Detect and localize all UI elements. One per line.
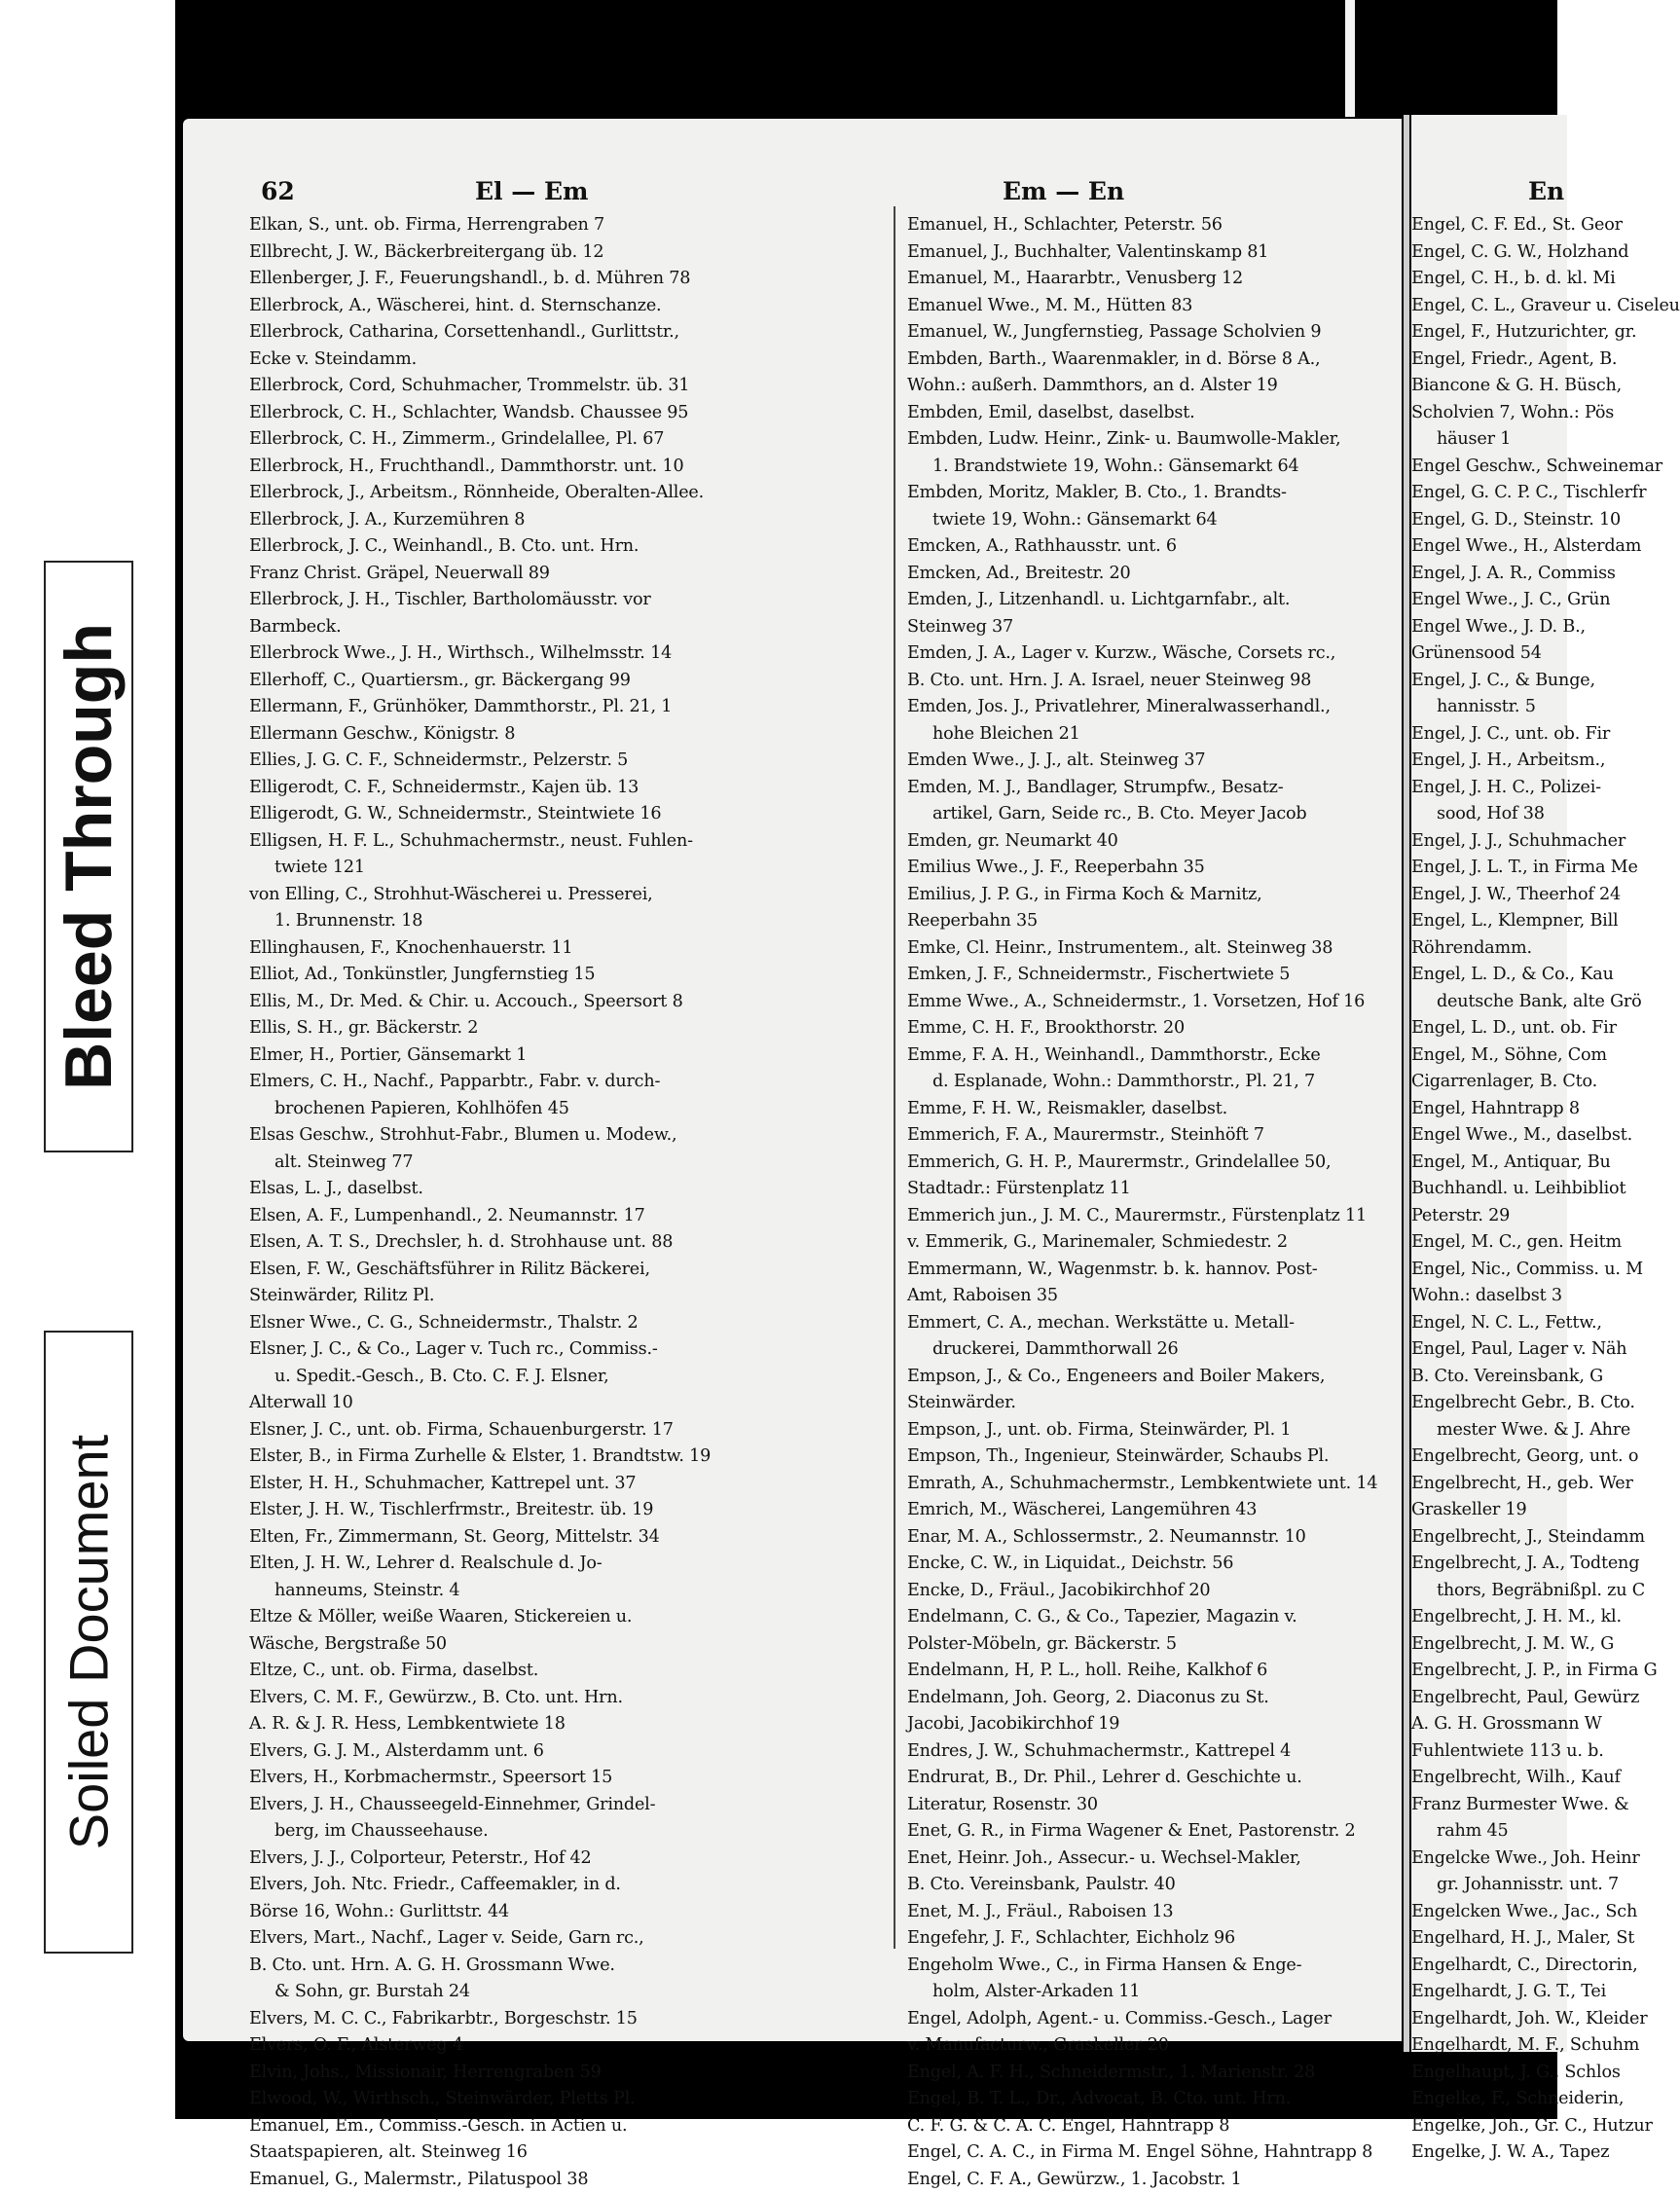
directory-entry: Börse 16, Wohn.: Gurlittstr. 44 [249,1899,892,1926]
directory-entry: Engelcken Wwe., Jac., Sch [1411,1899,1567,1926]
soiled-document-label [44,1331,133,1954]
directory-entry: häuser 1 [1411,426,1567,454]
directory-entry: 1. Brandstwiete 19, Wohn.: Gänsemarkt 64 [907,454,1394,481]
directory-entry: Engel Wwe., J. D. B., [1411,614,1567,641]
directory-entry: Elsen, A. F., Lumpenhandl., 2. Neumannstr. 17 [249,1203,892,1230]
directory-entry: Elvers, J. J., Colporteur, Peterstr., Hof 42 [249,1846,892,1873]
directory-entry: Engel, J. W., Theerhof 24 [1411,882,1567,909]
directory-entry: Embden, Moritz, Makler, B. Cto., 1. Brandts- [907,480,1394,507]
directory-entry: Engel, L., Klempner, Bill [1411,908,1567,935]
directory-entry: artikel, Garn, Seide rc., B. Cto. Meyer Jacob [907,801,1394,828]
directory-entry: Enet, Heinr. Joh., Assecur.- u. Wechsel-Makler, [907,1846,1394,1873]
directory-entry: Emilius Wwe., J. F., Reeperbahn 35 [907,855,1394,882]
directory-entry: Elster, H. H., Schuhmacher, Kattrepel unt. 37 [249,1471,892,1498]
directory-entry: Elligerodt, G. W., Schneidermstr., Steintwiete 16 [249,801,892,828]
directory-entry: Wäsche, Bergstraße 50 [249,1631,892,1659]
directory-entry: Ellerbrock Wwe., J. H., Wirthsch., Wilhelmsstr. 14 [249,640,892,668]
bleed-through-label [44,561,133,1152]
directory-entry: Endelmann, H, P. L., holl. Reihe, Kalkhof 6 [907,1658,1394,1685]
directory-entry: Elvers, O. F., Alsterweg 4 [249,2032,892,2060]
header-center: Em — En [1003,177,1124,205]
directory-entry: brochenen Papieren, Kohlhöfen 45 [249,1096,892,1123]
directory-entry: Engel, J. C., & Bunge, [1411,668,1567,695]
directory-entry: hohe Bleichen 21 [907,721,1394,749]
directory-entry: Emden, J. A., Lager v. Kurzw., Wäsche, Corsets rc., [907,640,1394,668]
soiled-document-text: Soiled Document [57,1435,121,1849]
directory-entry: Ellerbrock, C. H., Zimmerm., Grindelallee, Pl. 67 [249,426,892,454]
directory-entry: Engelbrecht, Wilh., Kauf [1411,1765,1567,1792]
directory-entry: Elkan, S., unt. ob. Firma, Herrengraben 7 [249,212,892,239]
directory-entry: Ellbrecht, J. W., Bäckerbreitergang üb. 12 [249,239,892,267]
directory-entry: Engel, C. F. A., Gewürzw., 1. Jacobstr. 1 [907,2167,1394,2193]
directory-entry: Engel, Hahntrapp 8 [1411,1096,1567,1123]
directory-entry: Literatur, Rosenstr. 30 [907,1792,1394,1819]
directory-entry: Engel, N. C. L., Fettw., [1411,1310,1567,1337]
directory-entry: Grünensood 54 [1411,640,1567,668]
directory-entry: Engelcke Wwe., Joh. Heinr [1411,1846,1567,1873]
directory-entry: B. Cto. Vereinsbank, G [1411,1364,1567,1391]
directory-entry: Emden, M. J., Bandlager, Strumpfw., Besatz- [907,775,1394,802]
column-divider [894,206,895,1949]
directory-entry: Emanuel, W., Jungfernstieg, Passage Scholvien 9 [907,319,1394,347]
directory-entry: Emcken, Ad., Breitestr. 20 [907,561,1394,588]
directory-entry: Engelhardt, Joh. W., Kleider [1411,2006,1567,2033]
directory-entry: Emmerich jun., J. M. C., Maurermstr., Fürstenplatz 11 [907,1203,1394,1230]
directory-entry: Engel, J. J., Schuhmacher [1411,828,1567,856]
directory-entry: Endelmann, Joh. Georg, 2. Diaconus zu St. [907,1685,1394,1712]
directory-entry: Ellis, M., Dr. Med. & Chir. u. Accouch., Speersort 8 [249,989,892,1016]
directory-entry: twiete 121 [249,855,892,882]
directory-entry: Engel, C. H., b. d. kl. Mi [1411,266,1567,293]
left-page [183,119,1402,2041]
directory-entry: Engel, M., Söhne, Com [1411,1042,1567,1070]
directory-entry: Ellerbrock, C. H., Schlachter, Wandsb. Chaussee 95 [249,400,892,427]
directory-entry: Empson, Th., Ingenieur, Steinwärder, Schaubs Pl. [907,1444,1394,1471]
directory-entry: Fuhlentwiete 113 u. b. [1411,1738,1567,1766]
directory-entry: Franz Christ. Gräpel, Neuerwall 89 [249,561,892,588]
annotation-sidebar [0,0,175,2119]
directory-entry: Ellerhoff, C., Quartiersm., gr. Bäckergang 99 [249,668,892,695]
directory-entry: Amt, Raboisen 35 [907,1283,1394,1310]
directory-entry: Elten, Fr., Zimmermann, St. Georg, Mittelstr. 34 [249,1524,892,1552]
directory-entry: Ellerbrock, J., Arbeitsm., Rönnheide, Oberalten-Allee. [249,480,892,507]
header-left: El — Em [475,177,588,205]
directory-entry: Engel, Friedr., Agent, B. [1411,347,1567,374]
directory-entry: Wohn.: außerh. Dammthors, an d. Alster 19 [907,373,1394,400]
directory-entry: Elsen, F. W., Geschäftsführer in Rilitz Bäckerei, [249,1257,892,1284]
directory-entry: Emmerich, G. H. P., Maurermstr., Grindelallee 50, [907,1150,1394,1177]
directory-entry: Engelbrecht Gebr., B. Cto. [1411,1390,1567,1417]
directory-entry: Emden, Jos. J., Privatlehrer, Mineralwasserhandl., [907,694,1394,721]
directory-column-middle [907,212,1394,2193]
book-gutter [1404,115,1409,2052]
directory-entry: v. Emmerik, G., Marinemaler, Schmiedestr. 2 [907,1229,1394,1257]
directory-entry: B. Cto. unt. Hrn. A. G. H. Grossmann Wwe. [249,1953,892,1980]
directory-entry: A. G. H. Grossmann W [1411,1711,1567,1738]
directory-entry: Endres, J. W., Schuhmachermstr., Kattrepel 4 [907,1738,1394,1766]
directory-entry: Emden, J., Litzenhandl. u. Lichtgarnfabr., alt. [907,587,1394,614]
directory-entry: Engelbrecht, J. H. M., kl. [1411,1604,1567,1631]
directory-entry: Polster-Möbeln, gr. Bäckerstr. 5 [907,1631,1394,1659]
directory-entry: Engel, L. D., & Co., Kau [1411,962,1567,989]
directory-entry: Enet, M. J., Fräul., Raboisen 13 [907,1899,1394,1926]
directory-entry: Emanuel, Em., Commiss.-Gesch. in Actien u. [249,2113,892,2140]
directory-entry: Emme, C. H. F., Brookthorstr. 20 [907,1015,1394,1042]
directory-entry: Engel, M. C., gen. Heitm [1411,1229,1567,1257]
directory-entry: Ellerbrock, J. C., Weinhandl., B. Cto. unt. Hrn. [249,533,892,561]
directory-entry: Engelhardt, J. G. T., Tei [1411,1979,1567,2006]
directory-entry: Ellerbrock, Catharina, Corsettenhandl., Gurlittstr., [249,319,892,347]
directory-entry: Cigarrenlager, B. Cto. [1411,1069,1567,1096]
directory-entry: B. Cto. unt. Hrn. J. A. Israel, neuer Steinweg 98 [907,668,1394,695]
directory-entry: Engel, J. C., unt. ob. Fir [1411,721,1567,749]
directory-entry: Ellermann, F., Grünhöker, Dammthorstr., Pl. 21, 1 [249,694,892,721]
directory-entry: Engelhaupt, J. G., Schlos [1411,2060,1567,2087]
directory-entry: Empson, J., & Co., Engeneers and Boiler Makers, [907,1364,1394,1391]
directory-entry: Engel Geschw., Schweinemar [1411,454,1567,481]
directory-entry: Engelhard, H. J., Maler, St [1411,1925,1567,1953]
directory-entry: Engelhardt, M. F., Schuhm [1411,2032,1567,2060]
directory-entry: Empson, J., unt. ob. Firma, Steinwärder, Pl. 1 [907,1417,1394,1444]
scanned-book [175,0,1557,2119]
directory-entry: Engelbrecht, Paul, Gewürz [1411,1685,1567,1712]
directory-entry: Elvers, H., Korbmachermstr., Speersort 15 [249,1765,892,1792]
directory-entry: Elster, B., in Firma Zurhelle & Elster, 1. Brandtstw. 19 [249,1444,892,1471]
directory-entry: Graskeller 19 [1411,1497,1567,1524]
directory-entry: Engel, C. F. Ed., St. Geor [1411,212,1567,239]
directory-entry: Encke, C. W., in Liquidat., Deichstr. 56 [907,1551,1394,1578]
directory-entry: Elster, J. H. W., Tischlerfrmstr., Breitestr. üb. 19 [249,1497,892,1524]
directory-entry: Encke, D., Fräul., Jacobikirchhof 20 [907,1578,1394,1605]
directory-entry: Engelbrecht, J. A., Todteng [1411,1551,1567,1578]
directory-entry: Jacobi, Jacobikirchhof 19 [907,1711,1394,1738]
directory-entry: Engelbrecht, J. P., in Firma G [1411,1658,1567,1685]
directory-entry: Engel, B. T. L., Dr., Advocat, B. Cto. unt. Hrn. [907,2086,1394,2113]
directory-entry: von Elling, C., Strohhut-Wäscherei u. Presserei, [249,882,892,909]
directory-entry: Engel Wwe., H., Alsterdam [1411,533,1567,561]
directory-entry: Endelmann, C. G., & Co., Tapezier, Magazin v. [907,1604,1394,1631]
directory-entry: hanneums, Steinstr. 4 [249,1578,892,1605]
directory-entry: Staatspapieren, alt. Steinweg 16 [249,2139,892,2167]
directory-entry: Elsas Geschw., Strohhut-Fabr., Blumen u. Modew., [249,1122,892,1150]
directory-entry: Wohn.: daselbst 3 [1411,1283,1567,1310]
directory-entry: thors, Begräbnißpl. zu C [1411,1578,1567,1605]
directory-entry: Emanuel, M., Haararbtr., Venusberg 12 [907,266,1394,293]
directory-entry: Endrurat, B., Dr. Phil., Lehrer d. Geschichte u. [907,1765,1394,1792]
directory-entry: Elsner, J. C., & Co., Lager v. Tuch rc., Commiss.- [249,1336,892,1364]
directory-entry: Engel, J. L. T., in Firma Me [1411,855,1567,882]
directory-entry: Emke, Cl. Heinr., Instrumentem., alt. Steinweg 38 [907,935,1394,963]
directory-entry: Eltze & Möller, weiße Waaren, Stickereien u. [249,1604,892,1631]
directory-entry: Ellies, J. G. C. F., Schneidermstr., Pelzerstr. 5 [249,748,892,775]
directory-entry: sood, Hof 38 [1411,801,1567,828]
directory-entry: Engel, M., Antiquar, Bu [1411,1150,1567,1177]
directory-entry: Embden, Barth., Waarenmakler, in d. Börse 8 A., [907,347,1394,374]
directory-entry: Ellerbrock, Cord, Schuhmacher, Trommelstr. üb. 31 [249,373,892,400]
directory-entry: Engel, G. D., Steinstr. 10 [1411,507,1567,534]
directory-entry: Engel, J. H., Arbeitsm., [1411,748,1567,775]
directory-entry: Emrath, A., Schuhmachermstr., Lembkentwiete unt. 14 [907,1471,1394,1498]
bleed-through-text: Bleed Through [51,623,127,1090]
directory-entry: Engel, C. A. C., in Firma M. Engel Söhne, Hahntrapp 8 [907,2139,1394,2167]
directory-entry: Engel, Paul, Lager v. Näh [1411,1336,1567,1364]
directory-entry: Embden, Emil, daselbst, daselbst. [907,400,1394,427]
directory-entry: Enar, M. A., Schlossermstr., 2. Neumannstr. 10 [907,1524,1394,1552]
directory-entry: Ellis, S. H., gr. Bäckerstr. 2 [249,1015,892,1042]
directory-entry: Barmbeck. [249,614,892,641]
directory-entry: Emanuel, G., Malermstr., Pilatuspool 38 [249,2167,892,2193]
directory-entry: Elvin, Johs., Missionair, Herrengraben 59 [249,2060,892,2087]
directory-entry: u. Spedit.-Gesch., B. Cto. C. F. J. Elsner, [249,1364,892,1391]
header-right: En [1528,177,1564,205]
directory-entry: berg, im Chausseehause. [249,1818,892,1846]
directory-entry: Emmerich, F. A., Maurermstr., Steinhöft 7 [907,1122,1394,1150]
directory-entry: Engel, C. G. W., Holzhand [1411,239,1567,267]
directory-entry: Elvers, Mart., Nachf., Lager v. Seide, Garn rc., [249,1925,892,1953]
directory-entry: Elsner Wwe., C. G., Schneidermstr., Thalstr. 2 [249,1310,892,1337]
directory-entry: d. Esplanade, Wohn.: Dammthorstr., Pl. 21, 7 [907,1069,1394,1096]
directory-entry: rahm 45 [1411,1818,1567,1846]
directory-entry: Engel, G. C. P. C., Tischlerfr [1411,480,1567,507]
directory-entry: Ellerbrock, J. A., Kurzemühren 8 [249,507,892,534]
directory-entry: Emilius, J. P. G., in Firma Koch & Marnitz, [907,882,1394,909]
directory-entry: Elten, J. H. W., Lehrer d. Realschule d. Jo- [249,1551,892,1578]
directory-entry: Scholvien 7, Wohn.: Pös [1411,400,1567,427]
directory-column-left [249,212,892,2193]
directory-entry: Elvers, M. C. C., Fabrikarbtr., Borgeschstr. 15 [249,2006,892,2033]
directory-entry: alt. Steinweg 77 [249,1150,892,1177]
directory-entry: Steinweg 37 [907,614,1394,641]
directory-entry: Ecke v. Steindamm. [249,347,892,374]
directory-entry: hannisstr. 5 [1411,694,1567,721]
directory-entry: Elsas, L. J., daselbst. [249,1176,892,1203]
directory-entry: Engel, J. H. C., Polizei- [1411,775,1567,802]
directory-entry: Elligsen, H. F. L., Schuhmachermstr., neust. Fuhlen- [249,828,892,856]
directory-entry: A. R. & J. R. Hess, Lembkentwiete 18 [249,1711,892,1738]
directory-entry: Engel, C. L., Graveur u. Ciseleu [1411,293,1567,320]
directory-entry: Röhrendamm. [1411,935,1567,963]
directory-entry: mester Wwe. & J. Ahre [1411,1417,1567,1444]
directory-entry: Emme, F. H. W., Reismakler, daselbst. [907,1096,1394,1123]
directory-entry: Elwood, W., Wirthsch., Steinwärder, Pletts Pl. [249,2086,892,2113]
directory-entry: druckerei, Dammthorwall 26 [907,1336,1394,1364]
directory-entry: Elsner, J. C., unt. ob. Firma, Schauenburgerstr. 17 [249,1417,892,1444]
directory-entry: Emrich, M., Wäscherei, Langemühren 43 [907,1497,1394,1524]
directory-entry: Elvers, C. M. F., Gewürzw., B. Cto. unt. Hrn. [249,1685,892,1712]
directory-entry: Ellenberger, J. F., Feuerungshandl., b. d. Mühren 78 [249,266,892,293]
directory-entry: Engel Wwe., J. C., Grün [1411,587,1567,614]
directory-entry: holm, Alster-Arkaden 11 [907,1979,1394,2006]
directory-entry: Elvers, J. H., Chausseegeld-Einnehmer, Grindel- [249,1792,892,1819]
directory-entry: Emden, gr. Neumarkt 40 [907,828,1394,856]
directory-entry: Peterstr. 29 [1411,1203,1567,1230]
directory-entry: Engelbrecht, Georg, unt. o [1411,1444,1567,1471]
directory-entry: B. Cto. Vereinsbank, Paulstr. 40 [907,1872,1394,1899]
directory-entry: Steinwärder, Rilitz Pl. [249,1283,892,1310]
directory-entry: Ellerbrock, A., Wäscherei, hint. d. Sternschanze. [249,293,892,320]
directory-entry: Ellerbrock, J. H., Tischler, Bartholomäusstr. vor [249,587,892,614]
directory-entry: Emanuel, J., Buchhalter, Valentinskamp 81 [907,239,1394,267]
directory-entry: Engelke, Joh., Gr. C., Hutzur [1411,2113,1567,2140]
directory-entry: Stadtadr.: Fürstenplatz 11 [907,1176,1394,1203]
directory-entry: Elvers, Joh. Ntc. Friedr., Caffeemakler, in d. [249,1872,892,1899]
directory-entry: Emanuel, H., Schlachter, Peterstr. 56 [907,212,1394,239]
directory-entry: Engeholm Wwe., C., in Firma Hansen & Enge- [907,1953,1394,1980]
directory-entry: C. F. G. & C. A. C. Engel, Hahntrapp 8 [907,2113,1394,2140]
directory-entry: Emme, F. A. H., Weinhandl., Dammthorstr., Ecke [907,1042,1394,1070]
directory-entry: Ellermann Geschw., Königstr. 8 [249,721,892,749]
directory-entry: Steinwärder. [907,1390,1394,1417]
directory-entry: Ellinghausen, F., Knochenhauerstr. 11 [249,935,892,963]
directory-entry: & Sohn, gr. Burstah 24 [249,1979,892,2006]
directory-entry: Engelhardt, C., Directorin, [1411,1953,1567,1980]
directory-entry: Elligerodt, C. F., Schneidermstr., Kajen üb. 13 [249,775,892,802]
directory-entry: Enet, G. R., in Firma Wagener & Enet, Pastorenstr. 2 [907,1818,1394,1846]
directory-entry: Engelke, J. W. A., Tapez [1411,2139,1567,2167]
directory-entry: Elsen, A. T. S., Drechsler, h. d. Strohhause unt. 88 [249,1229,892,1257]
directory-entry: Engelbrecht, J. M. W., G [1411,1631,1567,1659]
directory-entry: Emcken, A., Rathhausstr. unt. 6 [907,533,1394,561]
directory-entry: Emken, J. F., Schneidermstr., Fischertwiete 5 [907,962,1394,989]
directory-entry: Engelbrecht, H., geb. Wer [1411,1471,1567,1498]
directory-entry: Reeperbahn 35 [907,908,1394,935]
directory-entry: Engel, J. A. R., Commiss [1411,561,1567,588]
directory-entry: gr. Johannisstr. unt. 7 [1411,1872,1567,1899]
directory-entry: Emmermann, W., Wagenmstr. b. k. hannov. Post- [907,1257,1394,1284]
directory-entry: Buchhandl. u. Leihbibliot [1411,1176,1567,1203]
directory-column-right [1411,212,1567,2167]
directory-entry: Emme Wwe., A., Schneidermstr., 1. Vorsetzen, Hof 16 [907,989,1394,1016]
directory-entry: Eltze, C., unt. ob. Firma, daselbst. [249,1658,892,1685]
directory-entry: Engel, Nic., Commiss. u. M [1411,1257,1567,1284]
directory-entry: Engelbrecht, J., Steindamm [1411,1524,1567,1552]
directory-entry: deutsche Bank, alte Grö [1411,989,1567,1016]
directory-entry: Engel Wwe., M., daselbst. [1411,1122,1567,1150]
directory-entry: Biancone & G. H. Büsch, [1411,373,1567,400]
directory-entry: v. Manufacturw., Graskeller 20 [907,2032,1394,2060]
directory-entry: Alterwall 10 [249,1390,892,1417]
directory-entry: Engelke, F., Schneiderin, [1411,2086,1567,2113]
page-edge-strip [1345,0,1355,117]
directory-entry: Engel, L. D., unt. ob. Fir [1411,1015,1567,1042]
directory-entry: Embden, Ludw. Heinr., Zink- u. Baumwolle-Makler, [907,426,1394,454]
directory-entry: Elliot, Ad., Tonkünstler, Jungfernstieg 15 [249,962,892,989]
right-page [1411,115,1567,2052]
directory-entry: Engel, A. F. H., Schneidermstr., 1. Marienstr. 28 [907,2060,1394,2087]
directory-entry: Elvers, G. J. M., Alsterdamm unt. 6 [249,1738,892,1766]
directory-entry: Elmers, C. H., Nachf., Papparbtr., Fabr. v. durch- [249,1069,892,1096]
directory-entry: Elmer, H., Portier, Gänsemarkt 1 [249,1042,892,1070]
directory-entry: Engel, F., Hutzurichter, gr. [1411,319,1567,347]
directory-entry: twiete 19, Wohn.: Gänsemarkt 64 [907,507,1394,534]
directory-entry: Emanuel Wwe., M. M., Hütten 83 [907,293,1394,320]
directory-entry: Emden Wwe., J. J., alt. Steinweg 37 [907,748,1394,775]
directory-entry: Engefehr, J. F., Schlachter, Eichholz 96 [907,1925,1394,1953]
page-number: 62 [261,177,295,205]
directory-entry: Engel, Adolph, Agent.- u. Commiss.-Gesch., Lager [907,2006,1394,2033]
directory-entry: Ellerbrock, H., Fruchthandl., Dammthorstr. unt. 10 [249,454,892,481]
directory-entry: 1. Brunnenstr. 18 [249,908,892,935]
directory-entry: Emmert, C. A., mechan. Werkstätte u. Metall- [907,1310,1394,1337]
directory-entry: Franz Burmester Wwe. & [1411,1792,1567,1819]
